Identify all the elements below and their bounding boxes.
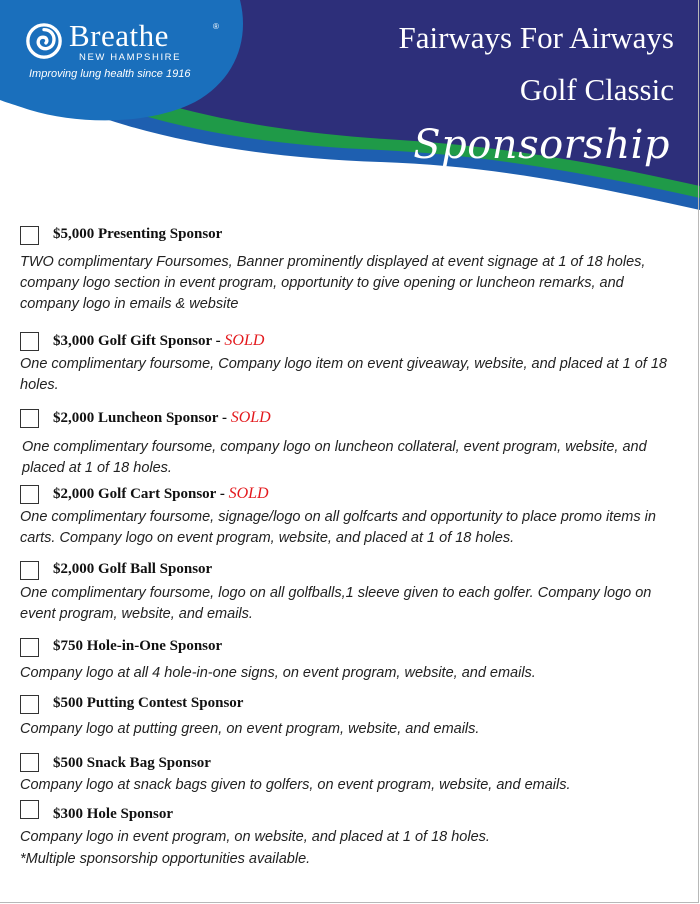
sponsor-title: $750 Hole-in-One Sponsor: [53, 638, 223, 654]
sold-label: SOLD: [228, 485, 269, 502]
sponsor-item-snack-bag: [20, 753, 675, 796]
sold-label: SOLD: [224, 332, 265, 349]
sponsor-checkbox[interactable]: [20, 561, 39, 580]
brand-name: Breathe: [69, 18, 169, 53]
sponsor-checkbox[interactable]: [20, 409, 39, 428]
sponsor-item-presenting: [20, 226, 675, 311]
brand-tagline: Improving lung health since 1916: [29, 68, 191, 80]
sold-label: SOLD: [230, 409, 271, 426]
sponsor-title: $2,000 Golf Ball Sponsor: [53, 561, 213, 577]
sponsor-title: $300 Hole Sponsor: [53, 806, 174, 822]
event-title-line1: Fairways For Airways: [398, 20, 674, 55]
sponsor-item-hole: [20, 800, 675, 843]
sponsor-item-putting-contest: [20, 695, 675, 738]
sponsor-description: Company logo at all 4 hole-in-one signs, on event program, website, and emails.: [20, 665, 536, 681]
sponsor-item-golf-ball: [20, 561, 675, 625]
sponsor-item-hole-in-one: [20, 638, 675, 681]
sponsor-title: $2,000 Luncheon Sponsor - SOLD: [53, 409, 271, 426]
sponsor-title: $3,000 Golf Gift Sponsor - SOLD: [53, 332, 265, 349]
event-title-line2: Golf Classic: [519, 72, 674, 107]
sponsor-checkbox[interactable]: [20, 695, 39, 714]
sponsor-checkbox[interactable]: [20, 226, 39, 245]
sponsor-description: One complimentary foursome, Company logo item on event giveaway, website, and placed at 1 of 18 holes.: [20, 356, 667, 393]
sponsor-description: Company logo at putting green, on event program, website, and emails.: [20, 721, 480, 737]
sponsor-title: $500 Snack Bag Sponsor: [53, 755, 211, 771]
sponsor-description: Company logo in event program, on website, and placed at 1 of 18 holes.: [20, 829, 490, 845]
sponsor-description: One complimentary foursome, signage/logo on all golfcarts and opportunity to place promo items in carts. Company logo on event program, website, and placed at 1 of 18 holes.: [20, 509, 656, 546]
sponsor-checkbox[interactable]: [20, 332, 39, 351]
footnote: *Multiple sponsorship opportunities available.: [20, 851, 311, 867]
sponsor-description: TWO complimentary Foursomes, Banner prominently displayed at event signage at 1 of 18 holes, company logo section in event program, opportunity to give opening or luncheon remarks, and company logo in emails & website: [20, 254, 646, 312]
sponsor-description: One complimentary foursome, logo on all golfballs,1 sleeve given to each golfer. Company logo on event program, website, and emails.: [20, 585, 652, 622]
sponsor-title: $2,000 Golf Cart Sponsor - SOLD: [53, 485, 269, 502]
sponsor-checkbox[interactable]: [20, 753, 39, 772]
sponsor-checkbox[interactable]: [20, 800, 39, 819]
sponsor-item-luncheon: [20, 409, 675, 476]
brand-region: NEW HAMPSHIRE: [79, 52, 182, 63]
registered-mark: ®: [213, 22, 219, 31]
sponsor-title: $5,000 Presenting Sponsor: [53, 226, 223, 242]
sponsor-title: $500 Putting Contest Sponsor: [53, 695, 244, 711]
sponsor-checkbox[interactable]: [20, 638, 39, 657]
sponsor-item-golf-gift: [20, 332, 675, 396]
sponsor-item-golf-cart: [20, 485, 675, 549]
sponsor-description: Company logo at snack bags given to golfers, on event program, website, and emails.: [20, 777, 571, 793]
breathe-swirl-icon: [25, 22, 63, 60]
sponsor-description: One complimentary foursome, company logo on luncheon collateral, event program, website, and placed at 1 of 18 holes.: [22, 439, 647, 476]
sponsor-checkbox[interactable]: [20, 485, 39, 504]
event-title-line3: Sponsorship: [413, 122, 670, 168]
